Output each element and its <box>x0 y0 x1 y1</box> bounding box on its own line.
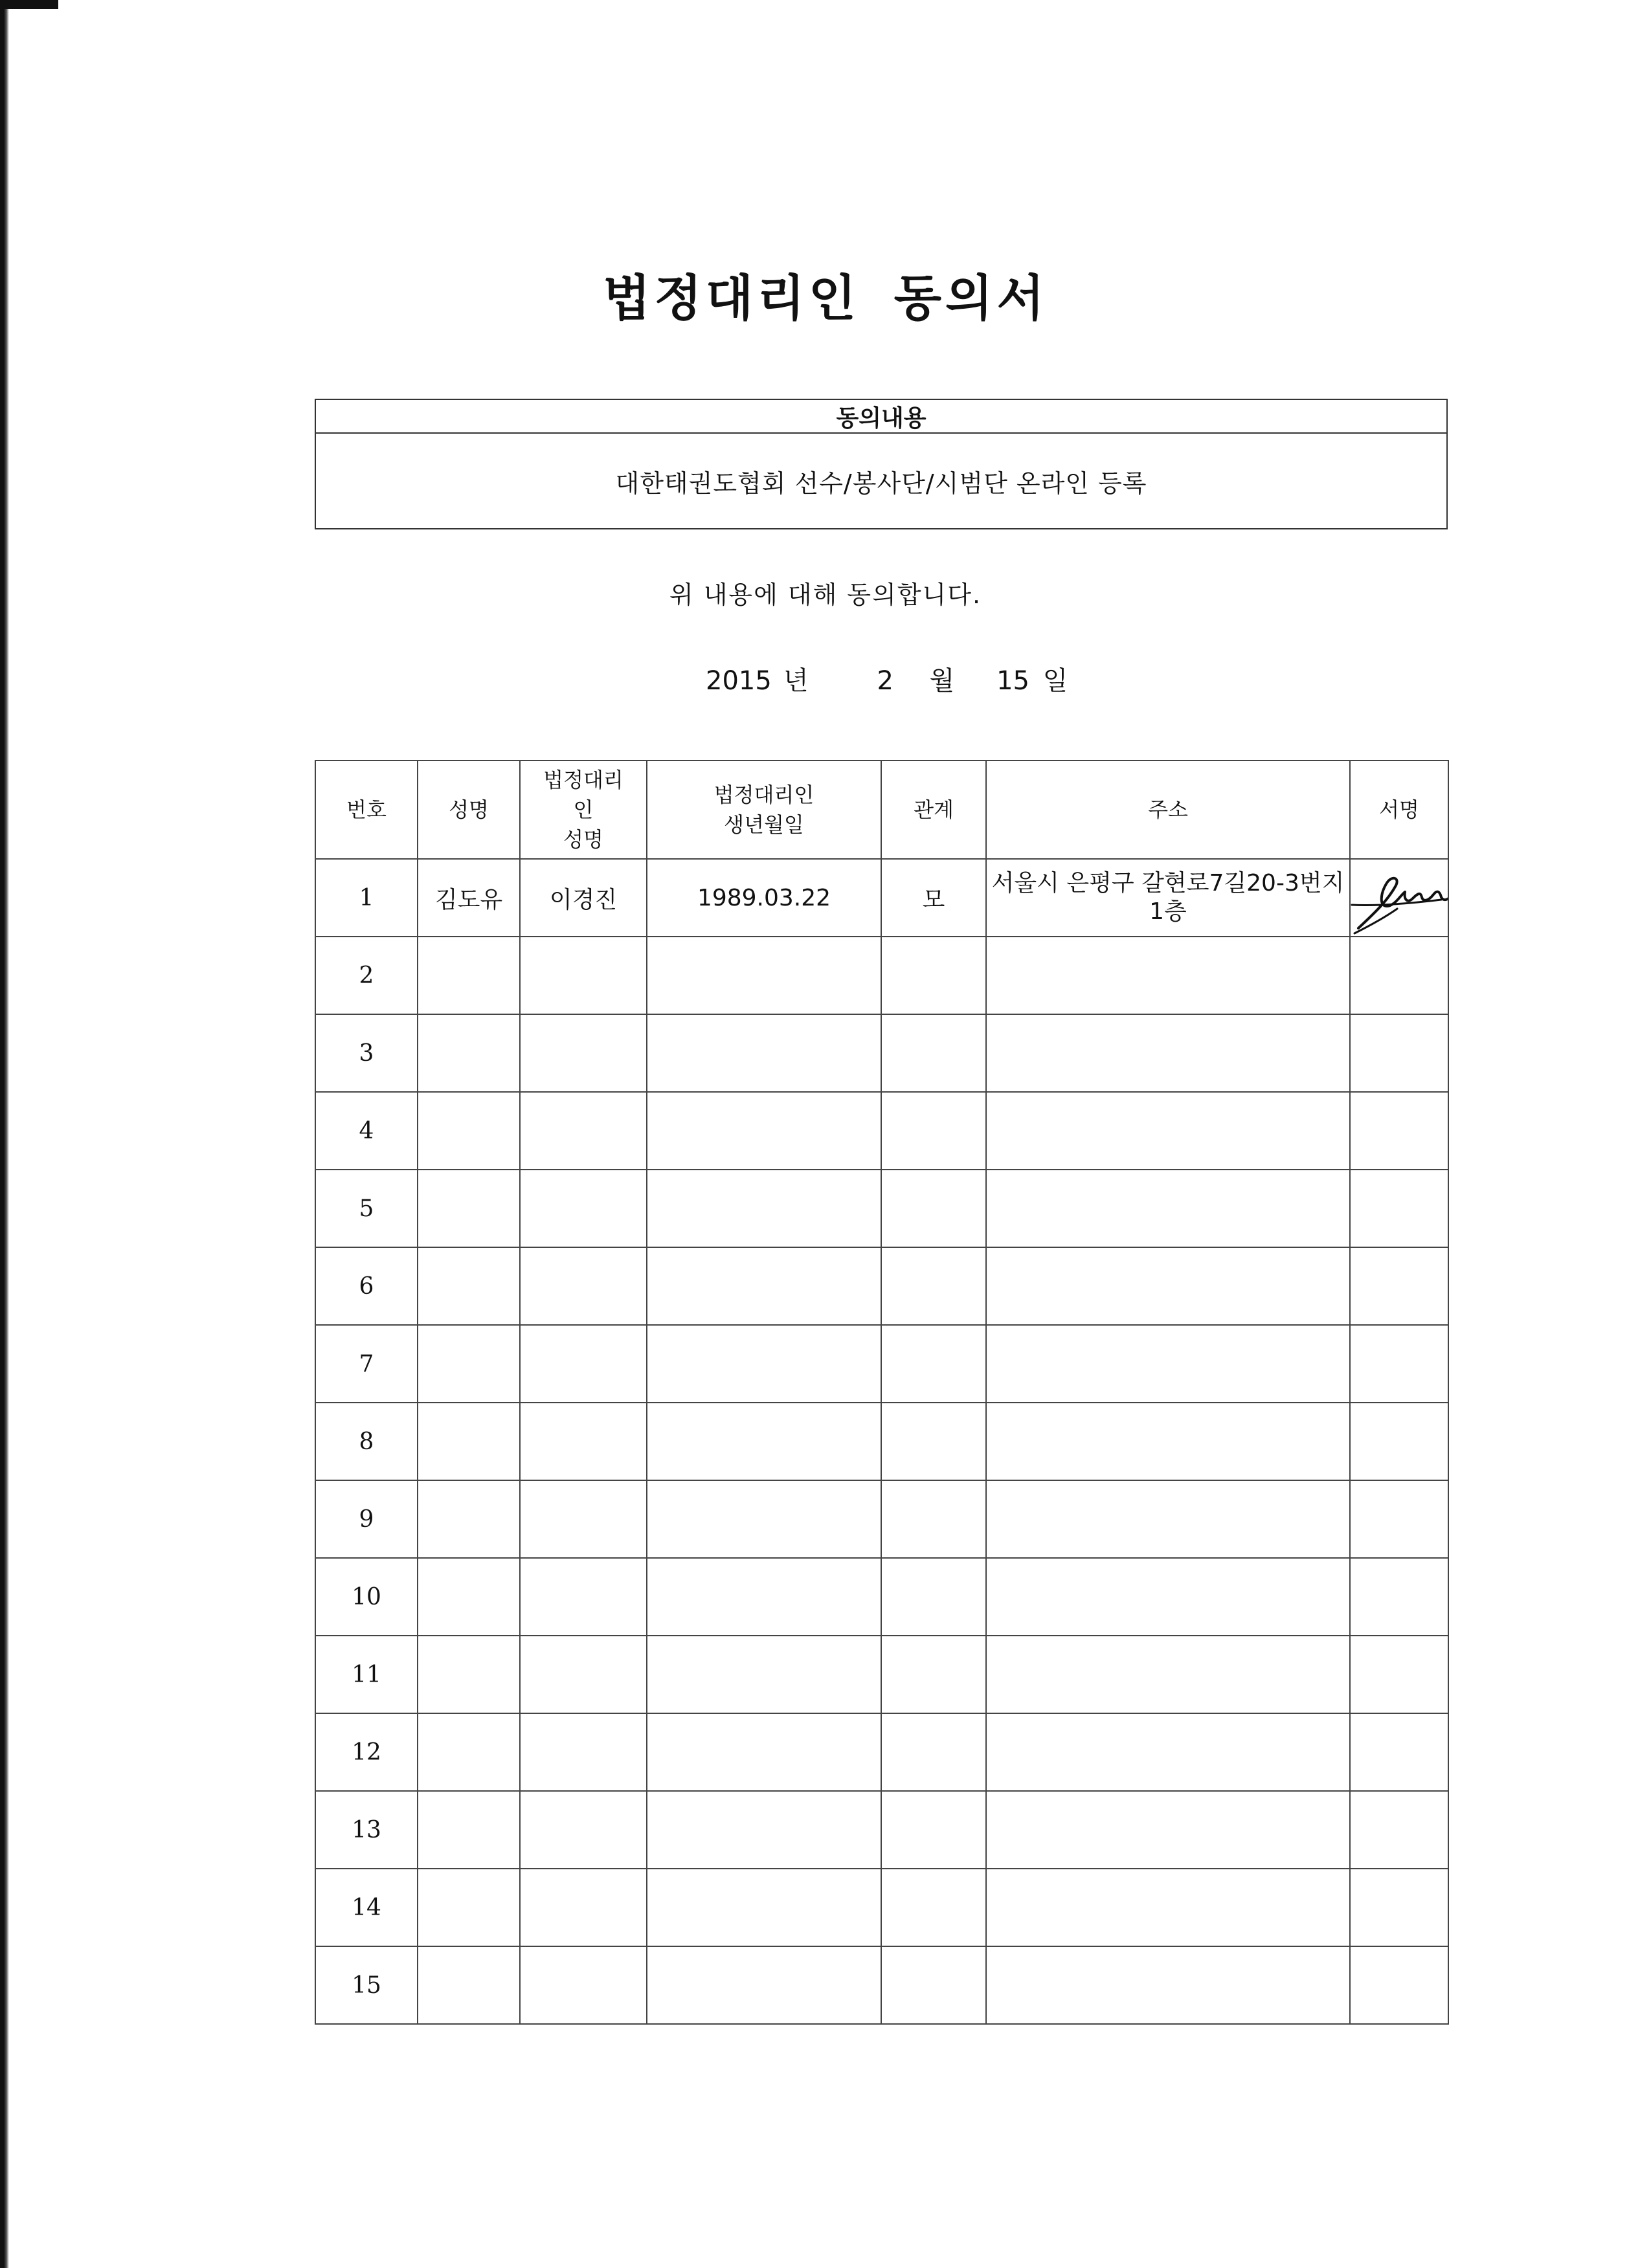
table-row <box>315 1946 1448 2024</box>
cell-guardian-birth <box>647 1325 881 1403</box>
cell-guardian-birth <box>647 1092 881 1170</box>
cell-name <box>418 1014 520 1092</box>
cell-guardian-name <box>520 1636 647 1713</box>
cell-guardian-name <box>520 1092 647 1170</box>
cell-guardian-birth <box>647 1170 881 1247</box>
cell-signature <box>1350 859 1448 937</box>
cell-signature <box>1350 1480 1448 1558</box>
scan-corner <box>0 0 58 9</box>
cell-signature <box>1350 1325 1448 1403</box>
cell-guardian-name: 이경진 <box>520 859 647 937</box>
cell-guardian-birth <box>647 1403 881 1480</box>
cell-signature <box>1350 1092 1448 1170</box>
consent-box <box>315 399 1448 529</box>
table-row <box>315 1869 1448 1946</box>
cell-address <box>986 1791 1350 1869</box>
cell-no: 10 <box>315 1558 418 1636</box>
cell-signature <box>1350 1713 1448 1791</box>
cell-relation <box>881 1558 986 1636</box>
header-guardian-birth: 법정대리인 생년월일 <box>647 761 881 859</box>
cell-guardian-name <box>520 1325 647 1403</box>
cell-guardian-name <box>520 1558 647 1636</box>
cell-name <box>418 1869 520 1946</box>
cell-name <box>418 1480 520 1558</box>
cell-guardian-name <box>520 1946 647 2024</box>
table-body <box>315 859 1448 2024</box>
cell-guardian-name <box>520 1480 647 1558</box>
cell-guardian-birth <box>647 937 881 1014</box>
cell-name <box>418 1946 520 2024</box>
cell-guardian-birth <box>647 1247 881 1325</box>
cell-signature <box>1350 1014 1448 1092</box>
cell-address <box>986 1014 1350 1092</box>
cell-no: 15 <box>315 1946 418 2024</box>
table-row <box>315 1480 1448 1558</box>
table-row <box>315 1713 1448 1791</box>
scan-edge <box>0 0 9 2268</box>
date-month-unit: 월 <box>929 666 955 696</box>
cell-name <box>418 1325 520 1403</box>
cell-no: 3 <box>315 1014 418 1092</box>
cell-address <box>986 1247 1350 1325</box>
cell-guardian-birth <box>647 1791 881 1869</box>
cell-signature <box>1350 1403 1448 1480</box>
cell-no: 8 <box>315 1403 418 1480</box>
cell-address <box>986 1713 1350 1791</box>
cell-name <box>418 1092 520 1170</box>
table-row <box>315 1403 1448 1480</box>
cell-address <box>986 1403 1350 1480</box>
cell-name <box>418 1558 520 1636</box>
cell-address <box>986 1558 1350 1636</box>
cell-name <box>418 1403 520 1480</box>
agreement-statement: 위 내용에 대해 동의합니다. <box>669 581 982 609</box>
cell-signature <box>1350 1636 1448 1713</box>
cell-relation <box>881 1869 986 1946</box>
cell-relation <box>881 1713 986 1791</box>
cell-relation <box>881 1946 986 2024</box>
table-row <box>315 859 1448 937</box>
cell-relation: 모 <box>881 859 986 937</box>
cell-relation <box>881 1403 986 1480</box>
cell-relation <box>881 1092 986 1170</box>
cell-guardian-birth <box>647 1636 881 1713</box>
cell-signature <box>1350 1247 1448 1325</box>
cell-signature <box>1350 1946 1448 2024</box>
header-guardian-name: 법정대리 인 성명 <box>520 761 647 859</box>
cell-no: 9 <box>315 1480 418 1558</box>
header-address: 주소 <box>986 761 1350 859</box>
cell-signature <box>1350 1869 1448 1946</box>
handwritten-signature <box>1351 866 1448 937</box>
cell-guardian-name <box>520 1170 647 1247</box>
header-no: 번호 <box>315 761 418 859</box>
cell-guardian-name <box>520 1247 647 1325</box>
cell-name <box>418 937 520 1014</box>
cell-name: 김도유 <box>418 859 520 937</box>
date-year-unit: 년 <box>783 666 809 696</box>
cell-address <box>986 1480 1350 1558</box>
cell-no: 2 <box>315 937 418 1014</box>
cell-name <box>418 1791 520 1869</box>
cell-guardian-name <box>520 1014 647 1092</box>
cell-guardian-birth <box>647 1480 881 1558</box>
cell-no: 14 <box>315 1869 418 1946</box>
cell-guardian-birth <box>647 1713 881 1791</box>
cell-no: 5 <box>315 1170 418 1247</box>
cell-signature <box>1350 1791 1448 1869</box>
date-line <box>706 660 1081 697</box>
cell-address <box>986 1636 1350 1713</box>
cell-guardian-name <box>520 1713 647 1791</box>
cell-relation <box>881 1791 986 1869</box>
date-month: 2 <box>877 666 893 696</box>
cell-guardian-name <box>520 937 647 1014</box>
cell-name <box>418 1247 520 1325</box>
cell-guardian-birth <box>647 1014 881 1092</box>
table-row <box>315 1636 1448 1713</box>
cell-no: 12 <box>315 1713 418 1791</box>
cell-relation <box>881 1014 986 1092</box>
cell-address <box>986 1325 1350 1403</box>
cell-guardian-name <box>520 1869 647 1946</box>
cell-relation <box>881 1636 986 1713</box>
cell-signature <box>1350 1170 1448 1247</box>
consent-header: 동의내용 <box>316 400 1446 434</box>
cell-guardian-birth <box>647 1946 881 2024</box>
cell-name <box>418 1636 520 1713</box>
table-row <box>315 1014 1448 1092</box>
cell-relation <box>881 1325 986 1403</box>
header-signature: 서명 <box>1350 761 1448 859</box>
cell-signature <box>1350 937 1448 1014</box>
cell-no: 1 <box>315 859 418 937</box>
cell-relation <box>881 1170 986 1247</box>
table-header-row <box>315 761 1448 859</box>
table-row <box>315 1170 1448 1247</box>
guardian-table <box>315 760 1449 2025</box>
cell-address <box>986 1946 1350 2024</box>
cell-address <box>986 1869 1350 1946</box>
cell-relation <box>881 1480 986 1558</box>
date-year: 2015 <box>706 666 772 696</box>
cell-address <box>986 1092 1350 1170</box>
cell-name <box>418 1170 520 1247</box>
cell-no: 11 <box>315 1636 418 1713</box>
cell-no: 6 <box>315 1247 418 1325</box>
cell-address <box>986 937 1350 1014</box>
cell-relation <box>881 937 986 1014</box>
table-row <box>315 1325 1448 1403</box>
cell-relation <box>881 1247 986 1325</box>
cell-signature <box>1350 1558 1448 1636</box>
cell-no: 7 <box>315 1325 418 1403</box>
cell-name <box>418 1713 520 1791</box>
document-title: 법정대리인 동의서 <box>603 269 1048 327</box>
cell-guardian-name <box>520 1791 647 1869</box>
table-row <box>315 1092 1448 1170</box>
date-day-unit: 일 <box>1042 666 1068 696</box>
date-day: 15 <box>996 666 1029 696</box>
cell-guardian-birth <box>647 1869 881 1946</box>
cell-guardian-name <box>520 1403 647 1480</box>
consent-content: 대한태권도협회 선수/봉사단/시범단 온라인 등록 <box>615 469 1147 498</box>
cell-guardian-birth: 1989.03.22 <box>647 859 881 937</box>
cell-address <box>986 1170 1350 1247</box>
cell-address: 서울시 은평구 갈현로7길20-3번지 1층 <box>986 859 1350 937</box>
table-row <box>315 1247 1448 1325</box>
cell-guardian-birth <box>647 1558 881 1636</box>
table-row <box>315 937 1448 1014</box>
table-row <box>315 1558 1448 1636</box>
table-row <box>315 1791 1448 1869</box>
cell-no: 4 <box>315 1092 418 1170</box>
header-relation: 관계 <box>881 761 986 859</box>
header-name: 성명 <box>418 761 520 859</box>
cell-no: 13 <box>315 1791 418 1869</box>
